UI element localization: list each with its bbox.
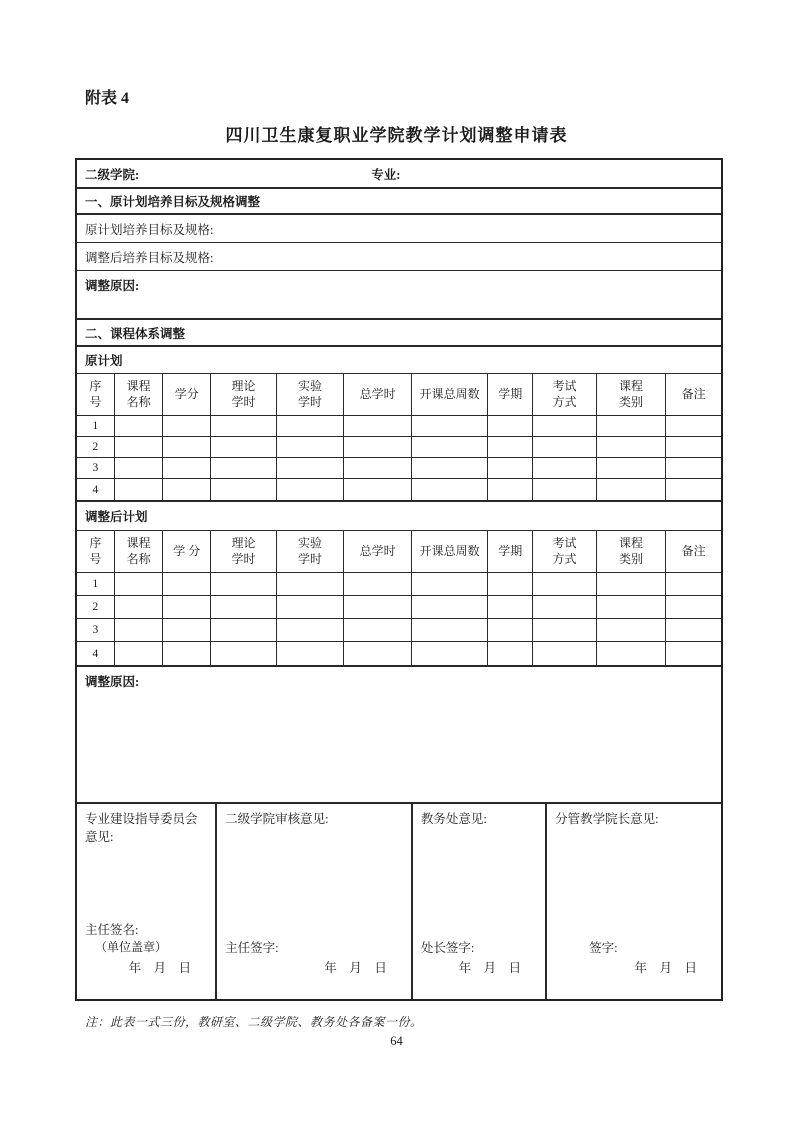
column-header: 开课总周数	[412, 531, 489, 573]
major-label: 专业:	[371, 167, 401, 182]
empty-cell	[211, 479, 277, 500]
column-header: 总学时	[344, 531, 412, 573]
table-row	[77, 642, 721, 665]
empty-cell	[344, 437, 412, 458]
empty-cell	[666, 619, 721, 642]
empty-cell	[597, 573, 667, 596]
column-header: 开课总周数	[412, 374, 489, 416]
column-header: 实验 学时	[277, 531, 345, 573]
date-label: 年 月 日	[458, 960, 522, 975]
course-table-header-row	[77, 374, 721, 416]
empty-cell	[533, 573, 597, 596]
empty-cell	[115, 437, 164, 458]
empty-cell	[412, 573, 489, 596]
column-header: 总学时	[344, 374, 412, 416]
column-header: 实验 学时	[277, 374, 345, 416]
empty-cell	[344, 596, 412, 619]
signature-block	[421, 939, 537, 999]
empty-cell	[412, 642, 489, 665]
empty-cell	[412, 416, 489, 437]
approvals-section	[77, 804, 721, 999]
empty-cell	[163, 619, 211, 642]
table-row	[77, 573, 721, 596]
empty-cell	[163, 479, 211, 500]
empty-cell	[533, 416, 597, 437]
column-header: 课程 类别	[597, 374, 667, 416]
row-number-cell: 3	[77, 458, 115, 479]
column-header: 序 号	[77, 374, 115, 416]
empty-cell	[597, 437, 667, 458]
signature-label: 主任签名:	[85, 923, 139, 938]
approval-cell	[413, 804, 547, 999]
empty-cell	[277, 416, 345, 437]
signature-label: 主任签字:	[225, 940, 279, 955]
empty-cell	[211, 619, 277, 642]
empty-cell	[211, 596, 277, 619]
table-row	[77, 479, 721, 500]
empty-cell	[277, 619, 345, 642]
empty-cell	[666, 437, 721, 458]
column-header: 备注	[666, 374, 721, 416]
section2-reason-row	[77, 667, 721, 804]
approval-title: 专业建设指导委员会意见:	[85, 812, 198, 845]
original-plan-label-row	[77, 347, 721, 374]
empty-cell	[277, 458, 345, 479]
row-number-cell: 4	[77, 642, 115, 665]
empty-cell	[533, 619, 597, 642]
table-row	[77, 437, 721, 458]
table-row	[77, 596, 721, 619]
stamp-label: （单位盖章）	[95, 940, 168, 955]
empty-cell	[666, 596, 721, 619]
signature-label: 签字:	[589, 940, 618, 955]
column-header: 考试 方式	[533, 531, 597, 573]
footnote: 注：此表一式三份，教研室、二级学院、教务处各备案一份。	[85, 1015, 423, 1029]
row-number-cell: 1	[77, 573, 115, 596]
row-number-cell: 2	[77, 437, 115, 458]
section1-title-row	[77, 189, 721, 215]
empty-cell	[666, 458, 721, 479]
row-number-cell: 3	[77, 619, 115, 642]
empty-cell	[488, 596, 533, 619]
empty-cell	[344, 573, 412, 596]
signature-block	[85, 921, 207, 999]
empty-cell	[211, 573, 277, 596]
empty-cell	[488, 619, 533, 642]
empty-cell	[666, 479, 721, 500]
column-header: 学期	[488, 531, 533, 573]
empty-cell	[115, 619, 164, 642]
empty-cell	[163, 642, 211, 665]
column-header: 考试 方式	[533, 374, 597, 416]
empty-cell	[412, 479, 489, 500]
empty-cell	[115, 479, 164, 500]
signature-label: 处长签字:	[420, 940, 475, 955]
page-number: 64	[390, 1034, 403, 1048]
empty-cell	[666, 642, 721, 665]
college-label: 二级学院:	[85, 167, 140, 182]
empty-cell	[488, 416, 533, 437]
empty-cell	[488, 642, 533, 665]
empty-cell	[344, 416, 412, 437]
empty-cell	[666, 573, 721, 596]
empty-cell	[533, 642, 597, 665]
adjusted-plan-label-row	[77, 502, 721, 531]
approval-title: 二级学院审核意见:	[225, 812, 329, 826]
row-number-cell: 2	[77, 596, 115, 619]
empty-cell	[597, 596, 667, 619]
empty-cell	[115, 642, 164, 665]
empty-cell	[412, 619, 489, 642]
original-goal-row	[77, 215, 721, 243]
original-goal-label: 原计划培养目标及规格:	[85, 222, 214, 237]
section2-title: 二、课程体系调整	[85, 326, 186, 341]
empty-cell	[115, 458, 164, 479]
approval-title: 教务处意见:	[420, 812, 487, 826]
empty-cell	[211, 416, 277, 437]
approval-title: 分管教学院长意见:	[555, 812, 659, 826]
column-header: 课程 名称	[115, 374, 164, 416]
page-title: 四川卫生康复职业学院教学计划调整申请表	[225, 126, 568, 145]
adjusted-goal-row	[77, 243, 721, 271]
empty-cell	[344, 642, 412, 665]
empty-cell	[412, 437, 489, 458]
section2-reason-label: 调整原因:	[85, 675, 140, 689]
date-label: 年 月 日	[634, 960, 697, 975]
empty-cell	[597, 642, 667, 665]
empty-cell	[163, 573, 211, 596]
empty-cell	[163, 437, 211, 458]
empty-cell	[597, 479, 667, 500]
column-header: 序 号	[77, 531, 115, 573]
row-number-cell: 1	[77, 416, 115, 437]
empty-cell	[488, 573, 533, 596]
original-plan-table	[77, 374, 721, 502]
adjusted-plan-table	[77, 531, 721, 667]
empty-cell	[277, 642, 345, 665]
column-header: 理论 学时	[211, 531, 277, 573]
spacer	[421, 828, 537, 939]
empty-cell	[277, 437, 345, 458]
date-label: 年 月 日	[128, 960, 192, 975]
empty-cell	[277, 573, 345, 596]
college-major-row	[77, 160, 721, 189]
application-form-table	[75, 158, 723, 1001]
section1-title: 一、原计划培养目标及规格调整	[85, 195, 261, 209]
empty-cell	[533, 458, 597, 479]
empty-cell	[533, 479, 597, 500]
section1-reason-label: 调整原因:	[85, 279, 140, 293]
column-header: 课程 类别	[597, 531, 667, 573]
empty-cell	[597, 458, 667, 479]
empty-cell	[163, 596, 211, 619]
empty-cell	[597, 619, 667, 642]
empty-cell	[115, 573, 164, 596]
empty-cell	[533, 437, 597, 458]
signature-block	[225, 939, 403, 999]
empty-cell	[488, 437, 533, 458]
empty-cell	[344, 619, 412, 642]
empty-cell	[412, 458, 489, 479]
column-header: 学期	[488, 374, 533, 416]
empty-cell	[115, 416, 164, 437]
empty-cell	[597, 416, 667, 437]
empty-cell	[666, 416, 721, 437]
row-number-cell: 4	[77, 479, 115, 500]
column-header: 课程 名称	[115, 531, 164, 573]
spacer	[555, 828, 713, 939]
column-header: 理论 学时	[211, 374, 277, 416]
course-table-header-row	[77, 531, 721, 573]
table-row	[77, 619, 721, 642]
section2-title-row	[77, 320, 721, 347]
appendix-label: 附表 4	[85, 90, 130, 107]
original-plan-label: 原计划	[85, 354, 123, 368]
column-header: 学分	[163, 374, 211, 416]
empty-cell	[163, 458, 211, 479]
empty-cell	[211, 437, 277, 458]
empty-cell	[488, 479, 533, 500]
column-header: 备注	[666, 531, 721, 573]
section1-reason-row	[77, 271, 721, 320]
empty-cell	[344, 458, 412, 479]
table-row	[77, 458, 721, 479]
approval-cell	[217, 804, 413, 999]
empty-cell	[533, 596, 597, 619]
approval-cell	[547, 804, 721, 999]
signature-block	[555, 939, 713, 999]
approval-cell	[77, 804, 217, 999]
empty-cell	[163, 416, 211, 437]
date-label: 年 月 日	[324, 960, 387, 975]
empty-cell	[211, 642, 277, 665]
adjusted-goal-label: 调整后培养目标及规格:	[85, 250, 214, 265]
spacer	[85, 846, 207, 921]
empty-cell	[115, 596, 164, 619]
adjusted-plan-label: 调整后计划	[85, 510, 148, 524]
empty-cell	[412, 596, 489, 619]
empty-cell	[344, 479, 412, 500]
empty-cell	[277, 596, 345, 619]
table-row	[77, 416, 721, 437]
empty-cell	[277, 479, 345, 500]
empty-cell	[488, 458, 533, 479]
spacer	[225, 828, 403, 939]
column-header: 学 分	[163, 531, 211, 573]
empty-cell	[211, 458, 277, 479]
